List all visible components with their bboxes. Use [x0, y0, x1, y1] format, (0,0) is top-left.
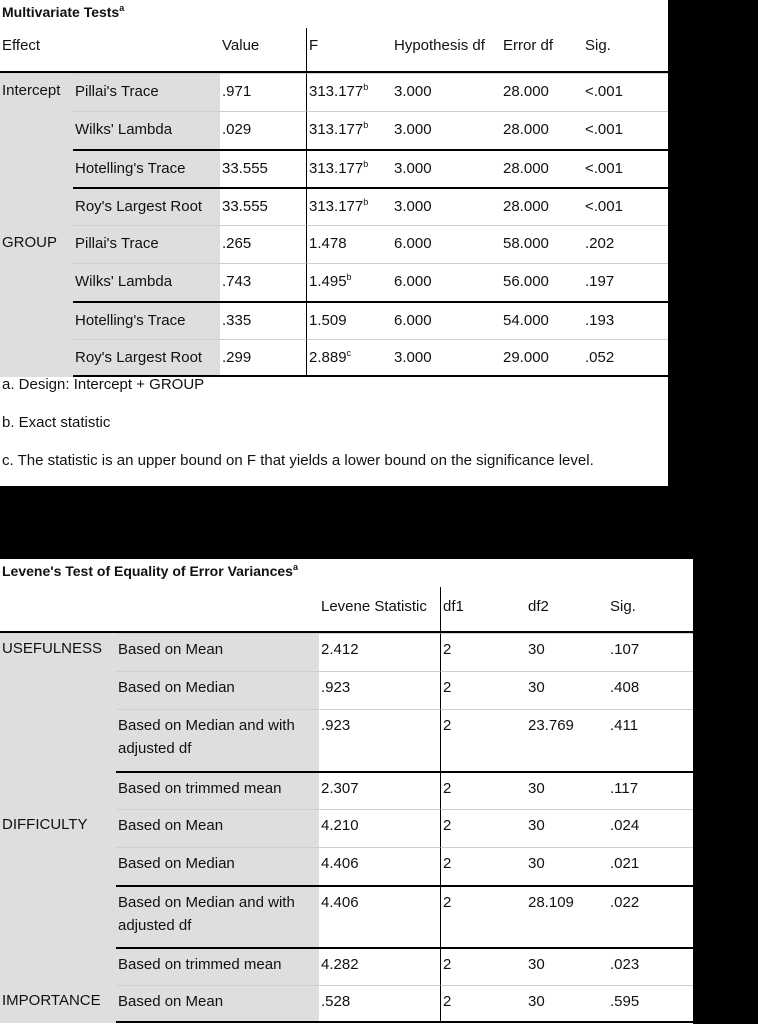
df1-cell: 2 — [440, 885, 526, 947]
sig-cell: <.001 — [583, 149, 668, 187]
f-footnote-marker: b — [363, 159, 369, 169]
levene-statistic-cell: .923 — [319, 709, 440, 771]
test-name-cell: Pillai's Trace — [73, 73, 220, 111]
error-df-cell: 29.000 — [501, 339, 583, 377]
df2-cell: 28.109 — [526, 885, 608, 947]
value-cell: .971 — [220, 73, 306, 111]
header-df2: df2 — [526, 587, 608, 633]
basis-cell: Based on Median and with adjusted df — [116, 885, 319, 947]
f-cell — [306, 301, 392, 339]
header-sig: Sig. — [608, 587, 693, 633]
f-cell — [306, 225, 392, 263]
error-df-cell: 28.000 — [501, 73, 583, 111]
f-value: 313.177 — [309, 83, 364, 100]
sig-cell: .193 — [583, 301, 668, 339]
hypothesis-df-cell: 3.000 — [392, 149, 501, 187]
header-effect: Effect — [0, 28, 220, 73]
df2-cell: 30 — [526, 633, 608, 671]
hypothesis-df-cell: 6.000 — [392, 225, 501, 263]
test-name-cell: Wilks' Lambda — [73, 111, 220, 149]
basis-cell: Based on trimmed mean — [116, 947, 319, 985]
hypothesis-df-cell: 6.000 — [392, 301, 501, 339]
hypothesis-df-cell: 6.000 — [392, 263, 501, 301]
f-cell — [306, 149, 392, 187]
value-cell: .335 — [220, 301, 306, 339]
value-cell: 33.555 — [220, 187, 306, 225]
df2-cell: 30 — [526, 985, 608, 1023]
sig-cell: <.001 — [583, 111, 668, 149]
levene-statistic-cell: 2.412 — [319, 633, 440, 671]
error-df-cell: 54.000 — [501, 301, 583, 339]
df2-cell: 30 — [526, 847, 608, 885]
error-df-cell: 28.000 — [501, 187, 583, 225]
sig-cell: .023 — [608, 947, 693, 985]
header-hypothesis-df: Hypothesis df — [392, 28, 501, 73]
effect-cell — [0, 301, 73, 339]
effect-cell: GROUP — [0, 225, 73, 263]
effect-cell: Intercept — [0, 73, 73, 111]
levene-test-panel — [0, 559, 693, 1024]
f-value: 313.177 — [309, 198, 364, 215]
f-footnote-marker: b — [346, 272, 352, 282]
sig-cell: .117 — [608, 771, 693, 809]
levene-statistic-cell: .528 — [319, 985, 440, 1023]
multivariate-tests-panel — [0, 0, 668, 486]
header-df1: df1 — [440, 587, 526, 633]
f-cell — [306, 111, 392, 149]
error-df-cell: 58.000 — [501, 225, 583, 263]
dependent-variable-cell: USEFULNESS — [0, 633, 116, 671]
multivariate-tests-title: Multivariate Tests$^a$ — [2, 3, 125, 20]
basis-cell: Based on Mean — [116, 985, 319, 1023]
levene-test-table — [0, 587, 693, 1023]
header-basis — [116, 587, 319, 633]
effect-cell — [0, 149, 73, 187]
f-cell — [306, 339, 392, 377]
basis-cell: Based on Mean — [116, 633, 319, 671]
hypothesis-df-cell: 3.000 — [392, 111, 501, 149]
value-cell: 33.555 — [220, 149, 306, 187]
f-cell — [306, 187, 392, 225]
df1-cell: 2 — [440, 633, 526, 671]
f-value: 1.495 — [309, 273, 347, 290]
effect-cell — [0, 187, 73, 225]
df2-cell: 30 — [526, 947, 608, 985]
levene-statistic-cell: 4.406 — [319, 885, 440, 947]
df2-cell: 30 — [526, 809, 608, 847]
effect-cell — [0, 111, 73, 149]
df2-cell: 30 — [526, 671, 608, 709]
f-value: 2.889 — [309, 349, 347, 366]
error-df-cell: 28.000 — [501, 149, 583, 187]
basis-cell: Based on Median — [116, 671, 319, 709]
f-value: 313.177 — [309, 121, 364, 138]
dependent-variable-cell — [0, 709, 116, 771]
header-error-df: Error df — [501, 28, 583, 73]
footnote-a: a. Design: Intercept + GROUP — [2, 376, 205, 393]
sig-cell: .022 — [608, 885, 693, 947]
test-name-cell: Roy's Largest Root — [73, 339, 220, 377]
sig-cell: .411 — [608, 709, 693, 771]
dependent-variable-cell — [0, 671, 116, 709]
hypothesis-df-cell: 3.000 — [392, 73, 501, 111]
dependent-variable-cell — [0, 771, 116, 809]
sig-cell: .202 — [583, 225, 668, 263]
df2-cell: 23.769 — [526, 709, 608, 771]
df1-cell: 2 — [440, 771, 526, 809]
test-name-cell: Pillai's Trace — [73, 225, 220, 263]
multivariate-tests-table — [0, 28, 668, 377]
header-dependent-variable — [0, 587, 116, 633]
sig-cell: .595 — [608, 985, 693, 1023]
test-name-cell: Roy's Largest Root — [73, 187, 220, 225]
footnote-c: c. The statistic is an upper bound on F that yields a lower bound on the significance level. — [2, 452, 594, 469]
effect-cell — [0, 339, 73, 377]
levene-statistic-cell: 4.210 — [319, 809, 440, 847]
f-footnote-marker: b — [363, 197, 369, 207]
test-name-cell: Hotelling's Trace — [73, 301, 220, 339]
f-value: 1.509 — [309, 312, 347, 329]
df1-cell: 2 — [440, 671, 526, 709]
error-df-cell: 56.000 — [501, 263, 583, 301]
df1-cell: 2 — [440, 809, 526, 847]
value-cell: .029 — [220, 111, 306, 149]
basis-cell: Based on Median and with adjusted df — [116, 709, 319, 771]
sig-cell: .024 — [608, 809, 693, 847]
sig-cell: .107 — [608, 633, 693, 671]
f-cell — [306, 263, 392, 301]
value-cell: .299 — [220, 339, 306, 377]
levene-statistic-cell: 2.307 — [319, 771, 440, 809]
sig-cell: <.001 — [583, 187, 668, 225]
hypothesis-df-cell: 3.000 — [392, 187, 501, 225]
df1-cell: 2 — [440, 709, 526, 771]
df1-cell: 2 — [440, 947, 526, 985]
header-sig: Sig. — [583, 28, 668, 73]
dependent-variable-cell: IMPORTANCE — [0, 985, 116, 1023]
sig-cell: <.001 — [583, 73, 668, 111]
dependent-variable-cell: DIFFICULTY — [0, 809, 116, 847]
header-levene-statistic: Levene Statistic — [319, 587, 440, 633]
levene-statistic-cell: 4.282 — [319, 947, 440, 985]
levene-statistic-cell: 4.406 — [319, 847, 440, 885]
footnote-b: b. Exact statistic — [2, 414, 111, 431]
hypothesis-df-cell: 3.000 — [392, 339, 501, 377]
test-name-cell: Hotelling's Trace — [73, 149, 220, 187]
basis-cell: Based on Mean — [116, 809, 319, 847]
dependent-variable-cell — [0, 947, 116, 985]
sig-cell: .052 — [583, 339, 668, 377]
df2-cell: 30 — [526, 771, 608, 809]
f-value: 313.177 — [309, 160, 364, 177]
header-f: F — [306, 28, 392, 73]
dependent-variable-cell — [0, 847, 116, 885]
basis-cell: Based on Median — [116, 847, 319, 885]
sig-cell: .408 — [608, 671, 693, 709]
f-footnote-marker: b — [363, 82, 369, 92]
header-value: Value — [220, 28, 306, 73]
value-cell: .265 — [220, 225, 306, 263]
df1-cell: 2 — [440, 847, 526, 885]
levene-statistic-cell: .923 — [319, 671, 440, 709]
sig-cell: .021 — [608, 847, 693, 885]
df1-cell: 2 — [440, 985, 526, 1023]
value-cell: .743 — [220, 263, 306, 301]
f-footnote-marker: c — [346, 348, 352, 358]
error-df-cell: 28.000 — [501, 111, 583, 149]
test-name-cell: Wilks' Lambda — [73, 263, 220, 301]
f-cell — [306, 73, 392, 111]
sig-cell: .197 — [583, 263, 668, 301]
effect-cell — [0, 263, 73, 301]
dependent-variable-cell — [0, 885, 116, 947]
f-footnote-marker: b — [363, 120, 369, 130]
f-value: 1.478 — [309, 235, 347, 252]
basis-cell: Based on trimmed mean — [116, 771, 319, 809]
levene-test-title: Levene's Test of Equality of Error Variances$^a$ — [2, 562, 298, 579]
